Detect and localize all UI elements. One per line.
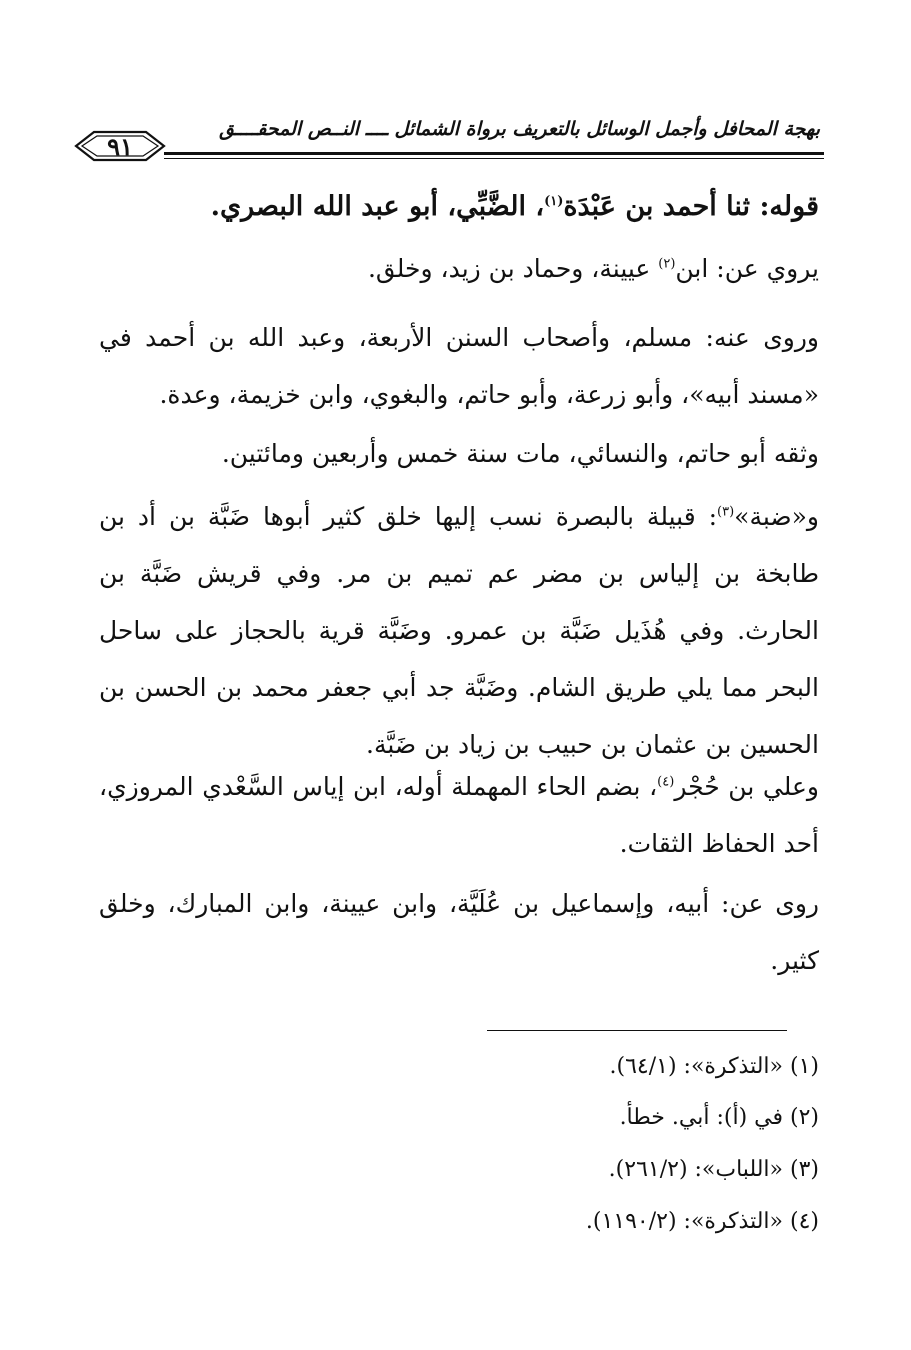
footnote-3: (٣) «اللباب»: (٢٦١/٢). — [608, 1157, 819, 1182]
paragraph-grading: وثقه أبو حاتم، والنسائي، مات سنة خمس وأربعين ومائتين. — [221, 439, 819, 468]
heading-rest: ، الضَّبِّي، أبو عبد الله البصري. — [210, 191, 545, 222]
paragraph-teachers — [99, 240, 819, 297]
p1-before: يروي عن: ابن — [675, 254, 819, 283]
page-number: ٩١ — [107, 132, 133, 161]
footnote-separator — [487, 1030, 787, 1031]
p5-before: وعلي بن حُجْر — [674, 772, 819, 801]
heading-text: قوله: ثنا أحمد بن عَبْدَة — [563, 191, 819, 222]
paragraph-students: وروى عنه: مسلم، وأصحاب السنن الأربعة، وعبد الله بن أحمد في «مسند أبيه»، وأبو زرعة، وأبو حاتم، والبغوي، وابن خزيمة، وعدة. — [99, 323, 819, 409]
footnote-ref-1: (١) — [544, 194, 564, 209]
footnote-ref-3: (٣) — [717, 504, 735, 520]
footnote-ref-4: (٤) — [657, 774, 675, 790]
p1-after: عيينة، وحماد بن زيد، وخلق. — [367, 254, 659, 283]
paragraph-ali-teachers: روى عن: أبيه، وإسماعيل بن عُلَيَّة، وابن عيينة، وابن المبارك، وخلق كثير. — [99, 889, 819, 975]
page-number-ornament — [72, 126, 168, 166]
footnote-2: (٢) في (أ): أبي. خطأ. — [619, 1105, 819, 1130]
header-title: بهجة المحافل وأجمل الوسائل بالتعريف برواة الشمائل ــــ النــص المحقــــق — [213, 118, 820, 140]
footnote-ref-2: (٢) — [658, 256, 676, 272]
entry-heading — [99, 178, 819, 235]
footnote-1: (١) «التذكرة»: (٦٤/١). — [609, 1054, 819, 1079]
paragraph-ali-hujr — [99, 758, 819, 872]
header-rule-thin — [164, 158, 824, 159]
header-rule — [164, 152, 824, 155]
footnote-4: (٤) «التذكرة»: (١١٩٠/٢). — [585, 1209, 819, 1234]
paragraph-dabba — [99, 488, 819, 773]
p4-before: و«ضبة» — [734, 502, 819, 531]
p4-after: : قبيلة بالبصرة نسب إليها خلق كثير أبوها ضَبَّة بن أد بن طابخة بن إلياس بن مضر عم تميم بن مر. وفي قريش ضَبَّة بن الحارث. وفي هُذَيل ضَبَّة بن عمرو. وضَبَّة قرية بالحجاز على ساحل البحر مما يلي طريق الشام. وضَبَّة جد أبي جعفر محمد بن الحسن بن الحسين بن عثمان بن حبيب بن زياد بن ضَبَّة. — [99, 502, 819, 759]
running-header — [72, 112, 824, 172]
p5-after: ، بضم الحاء المهملة أوله، ابن إياس السَّعْدي المروزي، أحد الحفاظ الثقات. — [99, 772, 819, 858]
